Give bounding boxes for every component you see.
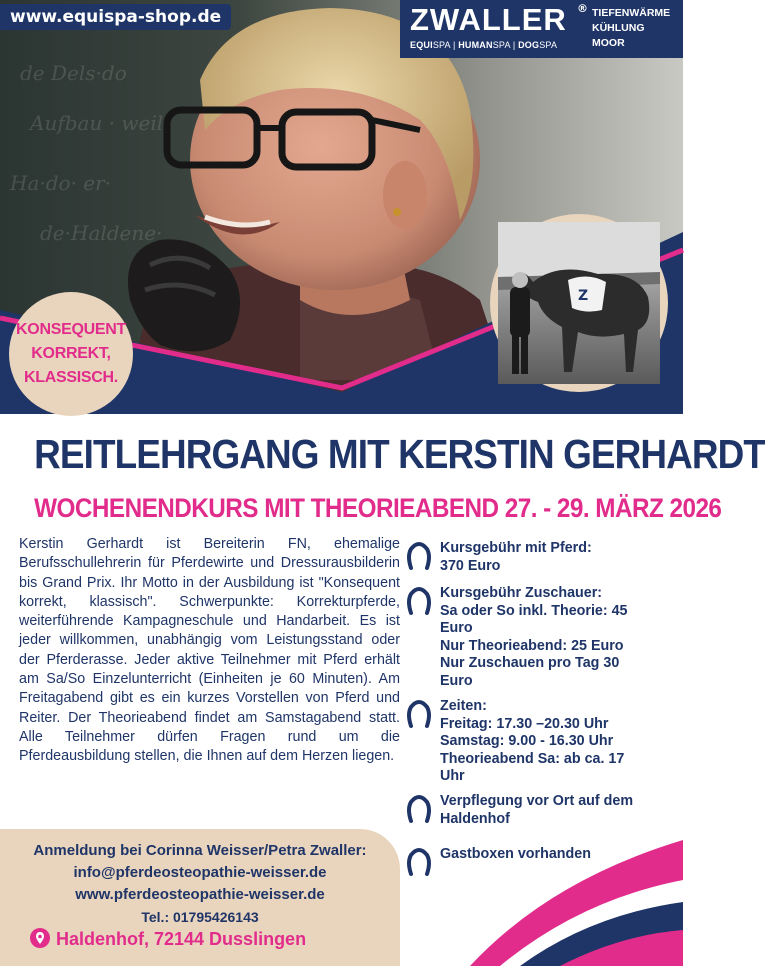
horseshoe-icon — [406, 587, 432, 615]
event-subtitle: WOCHENENDKURS MIT THEORIEABEND 27. - 29. MÄRZ 2026 — [34, 493, 722, 523]
logo-sub-spa: SPA | — [492, 40, 519, 50]
info-line: Gastboxen vorhanden — [440, 846, 591, 862]
horse-photo-frame — [490, 214, 668, 392]
svg-text:Aufbau · weil: Aufbau · weil — [30, 111, 164, 135]
contact-email-link[interactable]: info@pferdeosteopathie-weisser.de — [73, 864, 327, 881]
logo-sub-spa: SPA — [539, 40, 558, 50]
registration-box — [0, 829, 400, 966]
info-line: Theorieabend Sa: ab ca. 17 Uhr — [440, 750, 625, 785]
location-pin-icon — [30, 928, 50, 950]
horseshoe-icon — [406, 848, 432, 876]
logo-sub-dog: DOG — [518, 40, 540, 50]
motto-line: KONSEQUENT — [16, 321, 126, 338]
logo-services — [592, 6, 670, 51]
info-line: Kursgebühr mit Pferd: — [440, 540, 592, 556]
logo-brand: ZWALLER — [410, 2, 567, 37]
info-line: Samstag: 9.00 - 16.30 Uhr — [440, 733, 614, 750]
horse-photo — [498, 222, 660, 384]
motto-line: KLASSISCH. — [24, 369, 118, 386]
info-line: Nur Theorieabend: 25 Euro — [440, 637, 624, 654]
info-line: Zeiten: — [440, 698, 487, 714]
registration-heading: Anmeldung bei Corinna Weisser/Petra Zwaller: — [33, 842, 367, 859]
svg-text:de·Haldene·: de·Haldene· — [40, 221, 163, 245]
contact-website-link[interactable]: www.pferdeosteopathie-weisser.de — [75, 886, 325, 903]
logo-sub-spa: SPA | — [432, 40, 459, 50]
registered-mark: ® — [577, 2, 588, 15]
contact-phone[interactable]: Tel.: 01795426143 — [141, 909, 259, 925]
svg-text:de Dels·do: de Dels·do — [20, 61, 127, 85]
info-line: Kursgebühr Zuschauer: — [440, 585, 603, 601]
venue-address — [30, 926, 306, 952]
corner-wave-decoration — [470, 840, 683, 966]
zwaller-logo — [400, 0, 683, 58]
hero-banner — [0, 0, 683, 420]
logo-sub-human: HUMAN — [458, 40, 493, 50]
info-line: 370 Euro — [440, 557, 501, 574]
logo-product-lines — [410, 40, 557, 50]
info-line: Verpflegung vor Ort auf dem Haldenhof — [440, 793, 634, 827]
event-title: REITLEHRGANG MIT KERSTIN GERHARDT — [34, 431, 765, 477]
horseshoe-icon — [406, 700, 432, 728]
course-description: Kerstin Gerhardt ist Bereiterin FN, ehemalige Berufsschullehrerin für Pferdewirte und Dressurausbilderin bis Grand Prix. Ihr Motto in der Ausbildung ist "Konsequent korrekt, klassisch". Schwerpunkte: Korrekturpferde, weiterführende Kampagneschule und Handarbeit. Es ist jeder willkommen, unabhängig vom Leistungsstand oder der Pferderasse. Jeder aktive Teilnehmer mit Pferd erhält am Sa/So Einzelunterricht (Einheiten je 60 Minuten). Am Freitagabend gibt es ein kurzes Vorstellen von Pferd und Reiter. Der Theorieabend findet am Samstagabend statt. Alle Teilnehmer dürfen Fragen rund um die Pferdeausbildung stellen, die Ihnen auf dem Herzen liegen. — [19, 536, 400, 765]
service-item: KÜHLUNG — [592, 22, 645, 34]
logo-sub-equi: EQUI — [410, 40, 433, 50]
horseshoe-icon — [406, 542, 432, 570]
info-line: Nur Zuschauen pro Tag 30 Euro — [440, 655, 620, 689]
info-line: Freitag: 17.30 –20.30 Uhr — [440, 715, 609, 732]
venue-address-text: Haldenhof, 72144 Dusslingen — [56, 929, 307, 949]
service-item: MOOR — [592, 37, 625, 49]
service-item: TIEFENWÄRME — [592, 7, 671, 19]
horseshoe-icon — [406, 795, 432, 823]
svg-text:Ha·do· er·: Ha·do· er· — [10, 171, 112, 195]
info-line: Sa oder So inkl. Theorie: 45 Euro — [440, 602, 628, 637]
motto-badge — [9, 292, 133, 416]
motto-line: KORREKT, — [31, 345, 111, 362]
svg-text:Z: Z — [578, 288, 589, 304]
website-url[interactable]: www.equispa-shop.de — [0, 4, 231, 30]
